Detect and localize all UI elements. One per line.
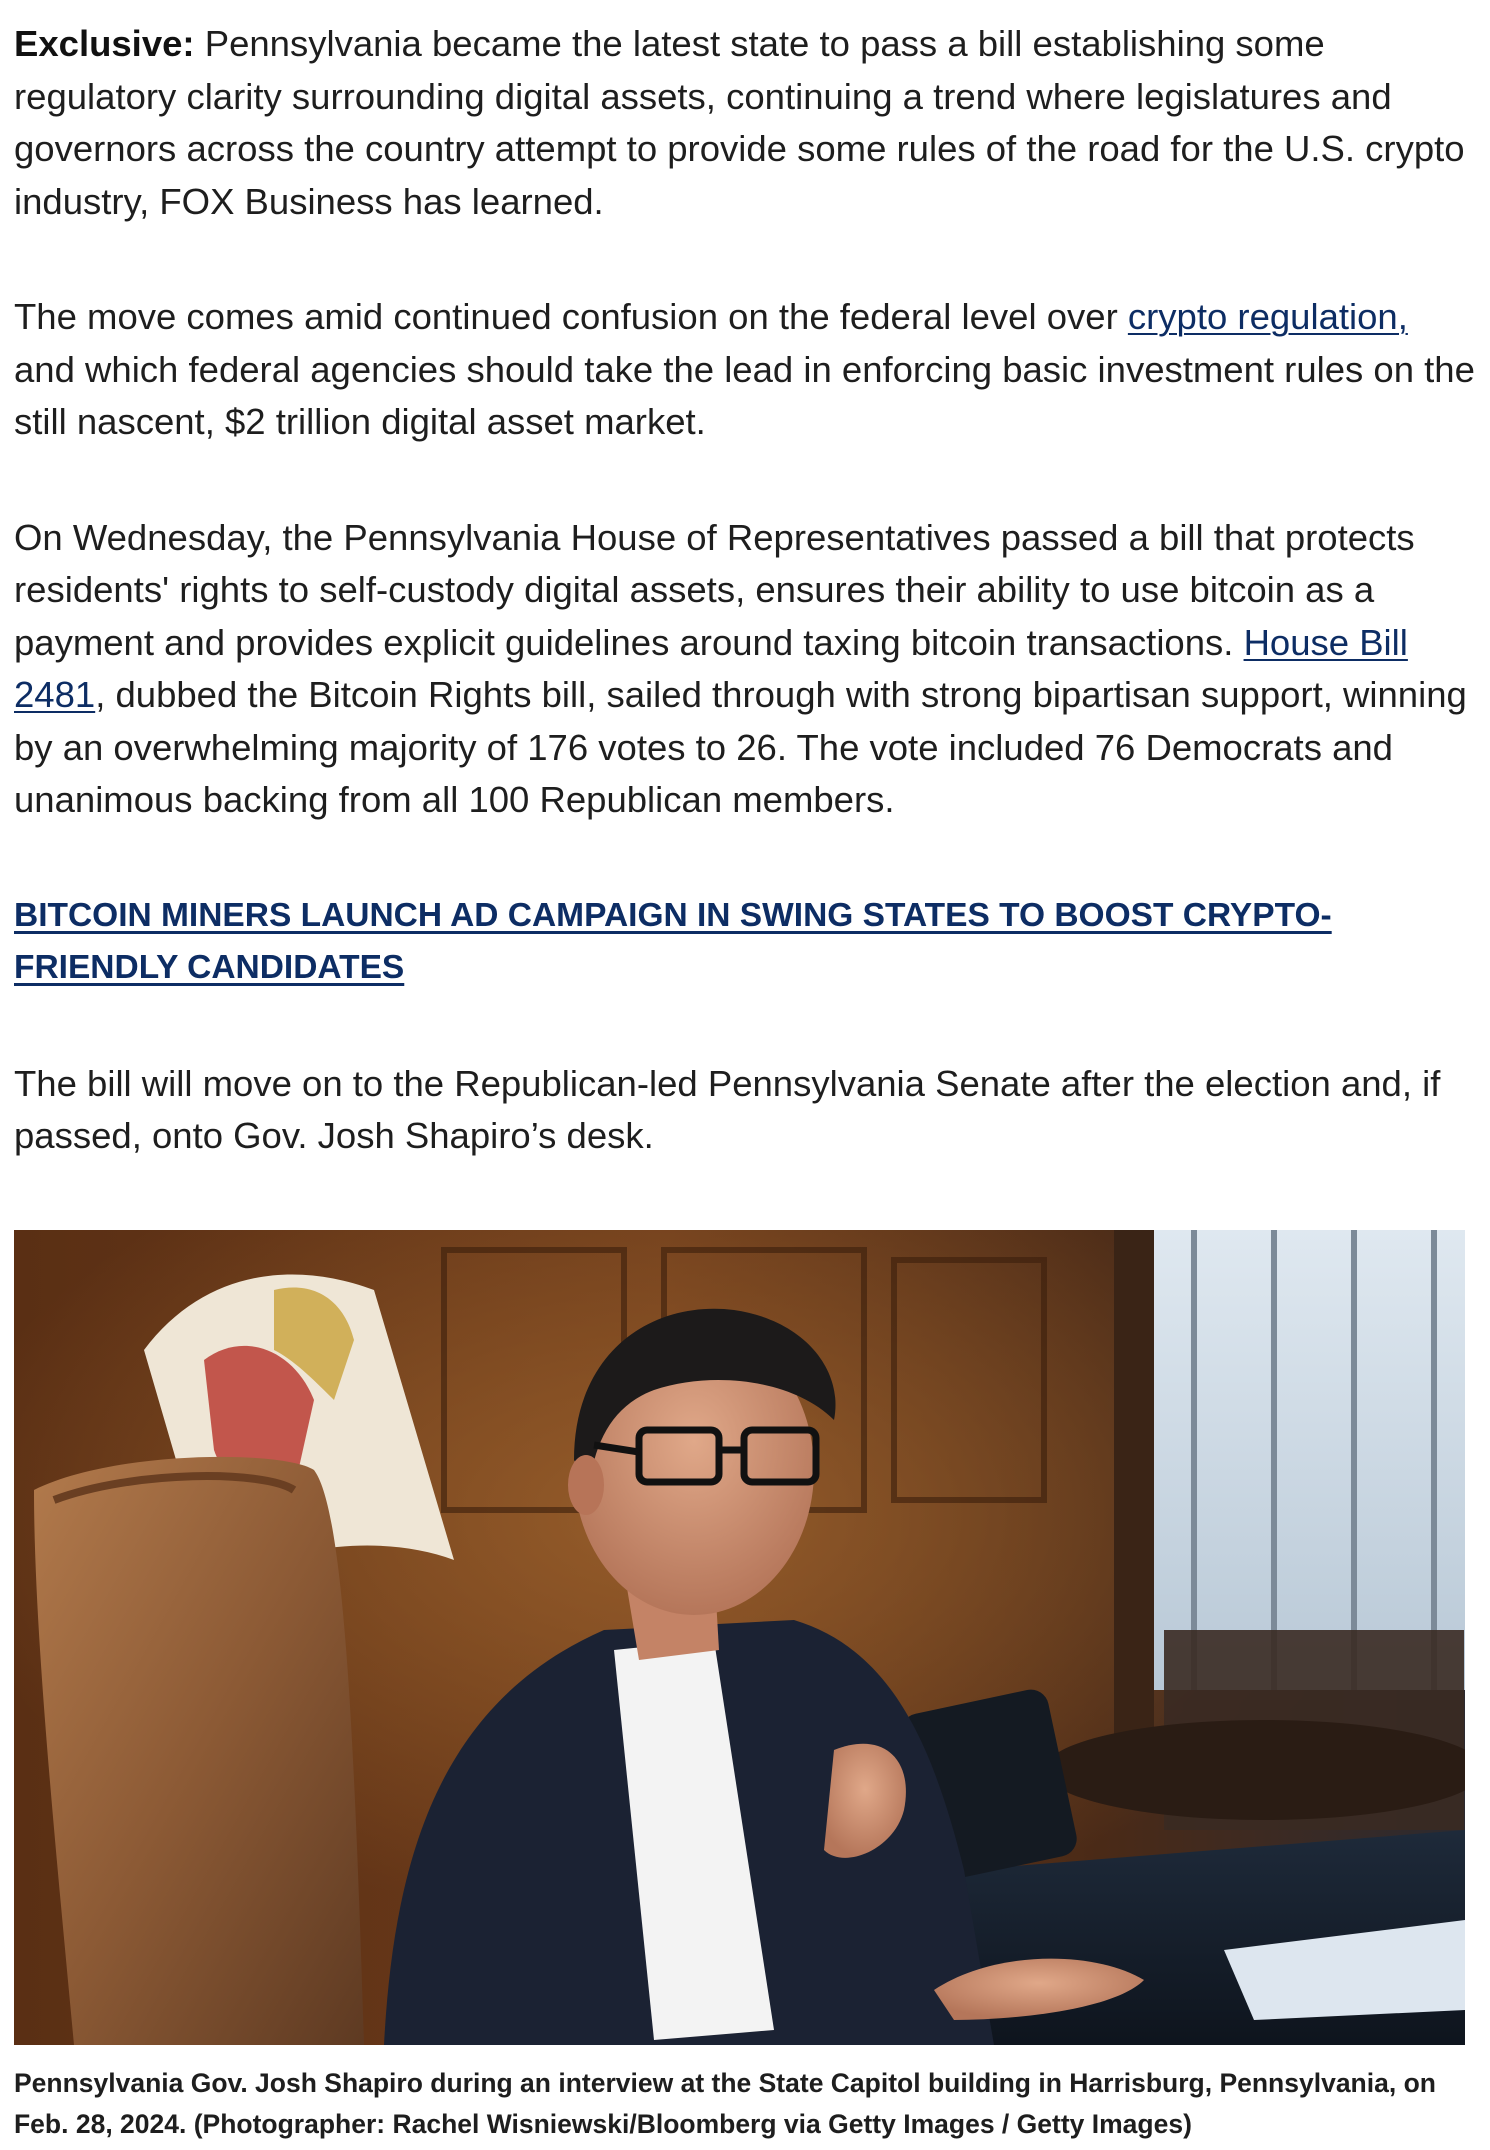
crypto-regulation-link[interactable]: crypto regulation, (1127, 296, 1408, 337)
related-article (14, 890, 1476, 995)
shapiro-photo (14, 1230, 1465, 2045)
paragraph-regulation (14, 291, 1476, 449)
exclusive-label: Exclusive: (14, 23, 195, 64)
regulation-text-after: and which federal agencies should take the lead in enforcing basic investment rules on the still nascent, $2 trillion digital asset market. (14, 348, 1475, 442)
paragraph-intro (14, 18, 1476, 228)
house-bill-text-before: On Wednesday, the Pennsylvania House of Representatives passed a bill that protects residents' rights to self-custody digital assets, ensures their ability to use bitcoin as a payment and provides explicit guidelines around taxing bitcoin transactions. (14, 516, 1415, 663)
house-bill-2481-link[interactable]: House Bill 2481 (14, 621, 1408, 715)
paragraph-senate: The bill will move on to the Republican-led Pennsylvania Senate after the election and, if passed, onto Gov. Josh Shapiro’s desk. (14, 1062, 1441, 1156)
photo-caption: Pennsylvania Gov. Josh Shapiro during an interview at the State Capitol building in Harrisburg, Pennsylvania, on Feb. 28, 2024. (Photographer: Rachel Wisniewski/Bloomberg via Getty Images / Getty Images) (14, 2068, 1436, 2139)
paragraph-house-bill (14, 512, 1476, 827)
house-bill-text-after: , dubbed the Bitcoin Rights bill, sailed through with strong bipartisan support, winning by an overwhelming majority of 176 votes to 26. The vote included 76 Democrats and unanimous backing from all 100 Republican members. (14, 674, 1467, 820)
article-body (14, 18, 1476, 1226)
related-article-link[interactable]: BITCOIN MINERS LAUNCH AD CAMPAIGN IN SWING STATES TO BOOST CRYPTO-FRIENDLY CANDIDATES (14, 896, 1332, 986)
intro-text: Pennsylvania became the latest state to pass a bill establishing some regulatory clarity surrounding digital assets, continuing a trend where legislatures and governors across the country attempt to provide some rules of the road for the U.S. crypto industry, FOX Business has learned. (14, 23, 1465, 222)
regulation-text-before: The move comes amid continued confusion on the federal level over (14, 296, 1128, 337)
article-figure (14, 1230, 1465, 2145)
